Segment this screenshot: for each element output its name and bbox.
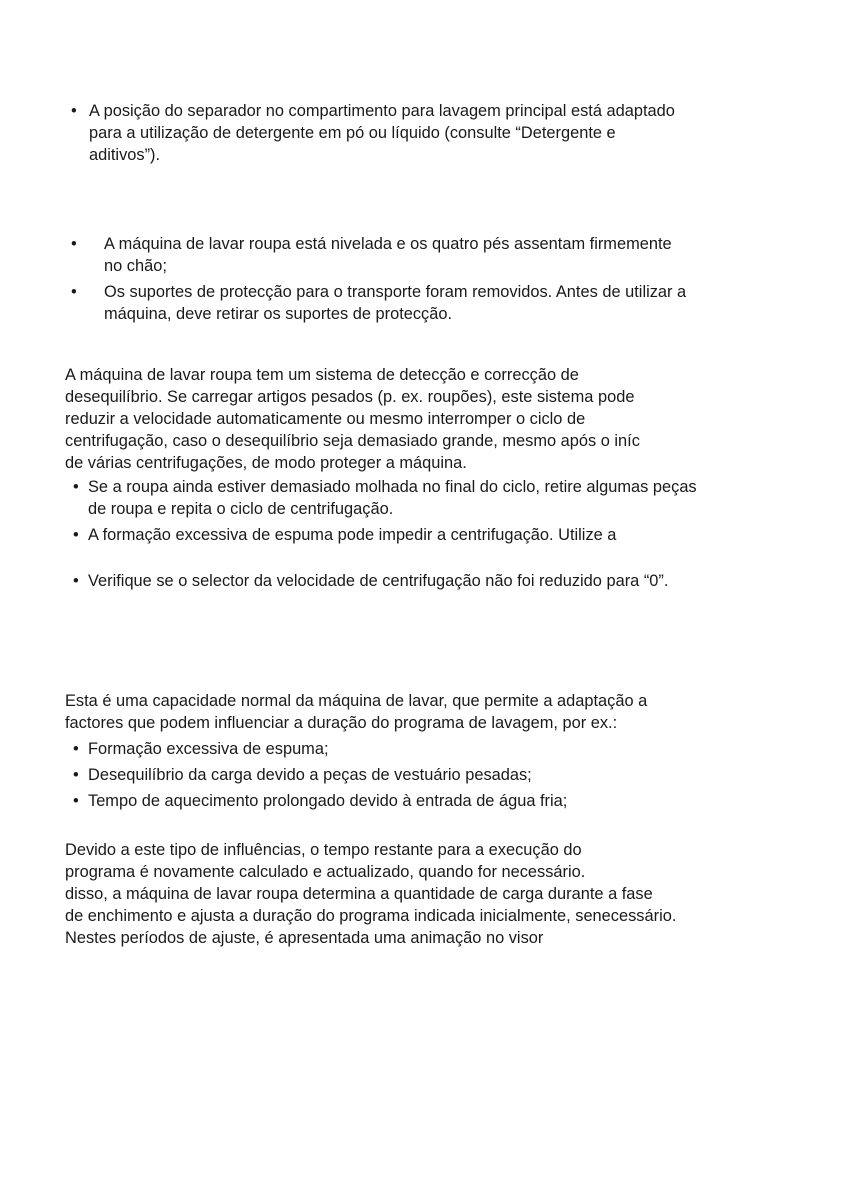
bullet-glyph: • — [71, 102, 77, 120]
paragraph-line: disso, a máquina de lavar roupa determina a quantidade de carga durante a fase — [65, 885, 653, 903]
paragraph-line: de várias centrifugações, de modo proteger a máquina. — [65, 454, 467, 472]
paragraph-line: Devido a este tipo de influências, o tempo restante para a execução do — [65, 841, 582, 859]
section-remaining-time — [65, 839, 765, 949]
list-item-text: Tempo de aquecimento prolongado devido à entrada de água fria; — [88, 792, 568, 810]
list-item — [71, 100, 691, 166]
list-item — [73, 570, 748, 592]
bullet-glyph: • — [73, 478, 79, 496]
bullet-glyph: • — [71, 283, 77, 301]
remaining-time-paragraph — [65, 839, 765, 949]
paragraph-line: A máquina de lavar roupa tem um sistema de detecção e correcção de — [65, 366, 579, 384]
list-item-text: Verifique se o selector da velocidade de centrifugação não foi reduzido para “0”. — [88, 572, 669, 590]
section-program-duration — [65, 690, 755, 812]
list-item — [71, 281, 691, 325]
list-item-text: Se a roupa ainda estiver demasiado molhada no final do ciclo, retire algumas peças de roupa e repita o ciclo de centrifugação. — [88, 478, 697, 518]
bullet-glyph: • — [73, 572, 79, 590]
paragraph-line: desequilíbrio. Se carregar artigos pesados (p. ex. roupões), este sistema pode — [65, 388, 635, 406]
list-item-text: A formação excessiva de espuma pode impedir a centrifugação. Utilize a — [88, 526, 617, 544]
bullet-glyph: • — [73, 740, 79, 758]
section-imbalance-detection — [65, 364, 755, 592]
paragraph-line: centrifugação, caso o desequilíbrio seja demasiado grande, mesmo após o iníc — [65, 432, 640, 450]
bullet-glyph: • — [73, 766, 79, 784]
paragraph-line: factores que podem influenciar a duração do programa de lavagem, por ex.: — [65, 714, 618, 732]
paragraph-line: Nestes períodos de ajuste, é apresentada uma animação no visor — [65, 929, 544, 947]
list-item — [73, 790, 755, 812]
list-item-text: A máquina de lavar roupa está nivelada e os quatro pés assentam firmemente no chão; — [104, 235, 672, 275]
section-detergent-separator — [71, 100, 691, 166]
list-item-text: Os suportes de protecção para o transporte foram removidos. Antes de utilizar a máquina, deve retirar os suportes de protecção. — [104, 283, 687, 323]
paragraph-line: de enchimento e ajusta a duração do programa indicada inicialmente, senecessário. — [65, 907, 677, 925]
list-item — [71, 233, 691, 277]
paragraph-line: Esta é uma capacidade normal da máquina de lavar, que permite a adaptação a — [65, 692, 648, 710]
bullet-glyph: • — [71, 235, 77, 253]
list-item-text: Formação excessiva de espuma; — [88, 740, 329, 758]
section-installation-checks — [71, 233, 691, 325]
list-item — [73, 738, 755, 760]
bullet-glyph: • — [73, 526, 79, 544]
paragraph-line: programa é novamente calculado e actualizado, quando for necessário. — [65, 863, 586, 881]
list-item — [73, 524, 718, 546]
list-item — [73, 476, 718, 520]
list-item-text: Desequilíbrio da carga devido a peças de vestuário pesadas; — [88, 766, 532, 784]
imbalance-paragraph — [65, 364, 755, 474]
list-item-text: A posição do separador no compartimento para lavagem principal está adaptado para a utilização de detergente em pó ou líquido (consulte “Detergente e aditivos”). — [89, 102, 675, 164]
list-item — [73, 764, 755, 786]
paragraph-line: reduzir a velocidade automaticamente ou mesmo interromper o ciclo de — [65, 410, 586, 428]
bullet-glyph: • — [73, 792, 79, 810]
duration-paragraph — [65, 690, 755, 734]
